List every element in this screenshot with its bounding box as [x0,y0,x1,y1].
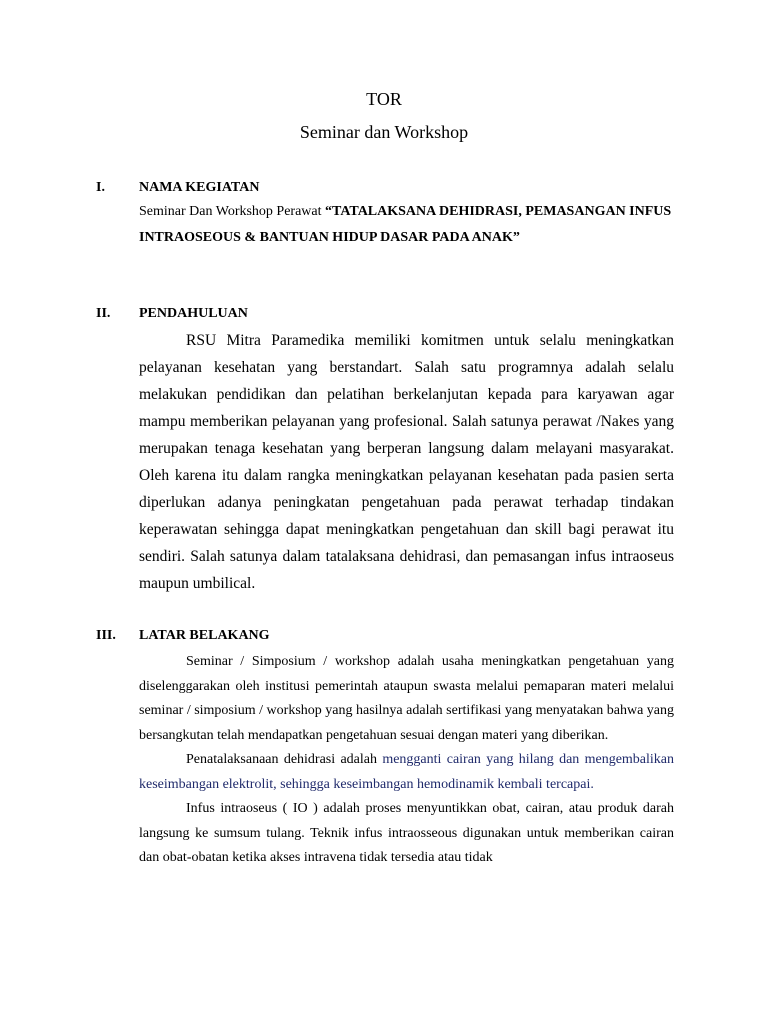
section-numeral: III. [96,628,116,643]
paragraph-start-text: Penatalaksanaan dehidrasi adalah [186,752,383,767]
paragraph: Seminar / Simposium / workshop adalah usaha meningkatkan pengetahuan yang diselenggarakan oleh institusi pemerintah ataupun swasta melalui pemaparan materi melalui seminar / simposium / workshop yang hasilnya adalah sertifikasi yang menyatakan bahwa yang bersangkutan telah mendapatkan pengetahuan sesuai dengan materi yang diberikan. [139,654,674,743]
section-body [139,650,674,871]
paragraph: RSU Mitra Paramedika memiliki komitmen untuk selalu meningkatkan pelayanan kesehatan yang berstandart. Salah satu programnya adalah selalu melakukan pendidikan dan pelatihan berkelanjutan kepada para karyawan agar mampu memberikan pelayanan yang profesional. Salah satunya perawat /Nakes yang merupakan tenaga kesehatan yang berperan langsung dalam melayani masyarakat. Oleh karena itu dalam rangka meningkatkan pelayanan kesehatan pada pasien serta diperlukan adanya peningkatan pengetahuan pada perawat terhadap tindakan keperawatan sehingga dapat meningkatkan pengetahuan dan skill bagi perawat itu sendiri. Salah satunya dalam tatalaksana dehidrasi, dan pemasangan infus intraoseus maupun umbilical. [139,332,674,592]
document-subtitle: Seminar dan Workshop [299,122,469,142]
paragraph [139,748,674,797]
section-numeral: I. [96,180,105,195]
section-numeral: II. [96,306,111,321]
section-heading: PENDAHULUAN [139,306,248,321]
section-heading: LATAR BELAKANG [139,628,270,643]
event-name [139,199,674,251]
paragraph: Infus intraoseus ( IO ) adalah proses menyuntikkan obat, cairan, atau produk darah langsung ke sumsum tulang. Teknik infus intraosseous digunakan untuk memberikan cairan dan obat-obatan ketika akses intravena tidak tersedia atau tidak [139,801,674,865]
event-lead-text: Seminar Dan Workshop Perawat [139,204,326,219]
section-body [139,327,674,597]
event-title-bold: “TATALAKSANA DEHIDRASI, PEMASANGAN INFUS INTRAOSEOUS & BANTUAN HIDUP DASAR PADA ANAK” [139,204,672,245]
document-title: TOR [366,89,402,109]
highlighted-text: mengganti cairan yang hilang dan mengembalikan keseimbangan elektrolit, sehingga keseimbangan hemodinamik kembali tercapai. [139,752,675,792]
section-body [139,199,674,251]
section-heading: NAMA KEGIATAN [139,180,260,195]
